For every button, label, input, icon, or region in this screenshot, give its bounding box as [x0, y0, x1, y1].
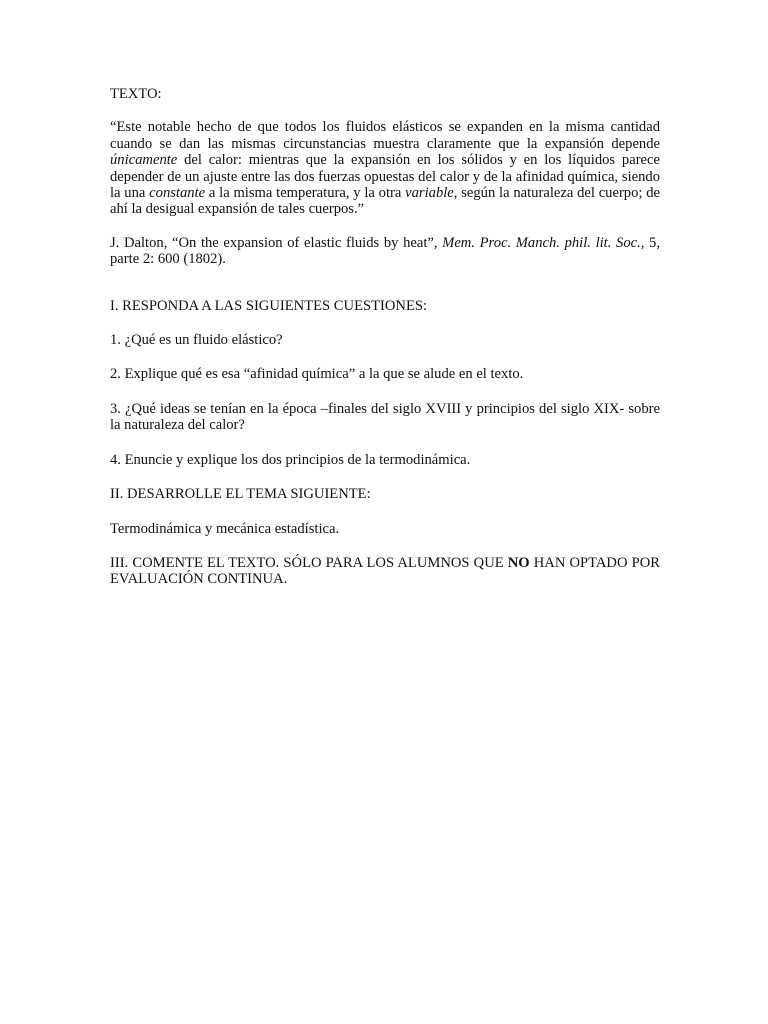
section-3-text-1: III. COMENTE EL TEXTO. SÓLO PARA LOS ALUMNOS QUE — [110, 554, 508, 571]
section-2-title: II. DESARROLLE EL TEMA SIGUIENTE: — [110, 486, 371, 503]
quote-paragraph — [110, 119, 660, 217]
essay-topic: Termodinámica y mecánica estadística. — [110, 520, 340, 537]
quote-emphasis-variable: variable — [405, 185, 454, 202]
question-1: 1. ¿Qué es un fluido elástico? — [110, 332, 283, 349]
citation-author-title: J. Dalton, “On the expansion of elastic fluids by heat”, — [110, 234, 443, 251]
quote-text-1: “Este notable hecho de que todos los fluidos elásticos se expanden en la misma cantidad cuando se dan las mismas circunstancias muestra claramente que la expansión depende — [110, 119, 660, 152]
citation-volume: , 5, parte 2: 600 (1802). — [110, 234, 660, 268]
section-3-instruction — [110, 555, 660, 588]
citation — [110, 235, 660, 268]
quote-emphasis-unicamente: únicamente — [110, 152, 178, 169]
text-heading: TEXTO: — [110, 86, 162, 102]
citation-journal: Mem. Proc. Manch. phil. lit. Soc. — [442, 234, 641, 251]
quote-text-2: del calor: mientras que la expansión en los sólidos y en los líquidos parece depender de un ajuste entre las dos fuerzas opuestas del calor y de la afinidad química, siendo la una — [110, 152, 660, 202]
section-3-bold-no: NO — [507, 554, 530, 571]
quote-text-3: a la misma temperatura, y la otra — [205, 185, 406, 202]
section-3-text-2: HAN OPTADO POR EVALUACIÓN CONTINUA. — [110, 554, 660, 588]
quote-text-4: , según la naturaleza del cuerpo; de ahí la desigual expansión de tales cuerpos.” — [110, 185, 661, 218]
question-2: 2. Explique qué es esa “afinidad química” a la que se alude en el texto. — [110, 366, 524, 383]
question-3: 3. ¿Qué ideas se tenían en la época –finales del siglo XVIII y principios del siglo XIX- sobre la naturaleza del calor? — [110, 400, 660, 434]
section-1-title: I. RESPONDA A LAS SIGUIENTES CUESTIONES: — [110, 297, 428, 314]
exam-document — [110, 86, 660, 588]
question-4: 4. Enuncie y explique los dos principios de la termodinámica. — [110, 451, 471, 468]
quote-emphasis-constante: constante — [149, 185, 206, 202]
